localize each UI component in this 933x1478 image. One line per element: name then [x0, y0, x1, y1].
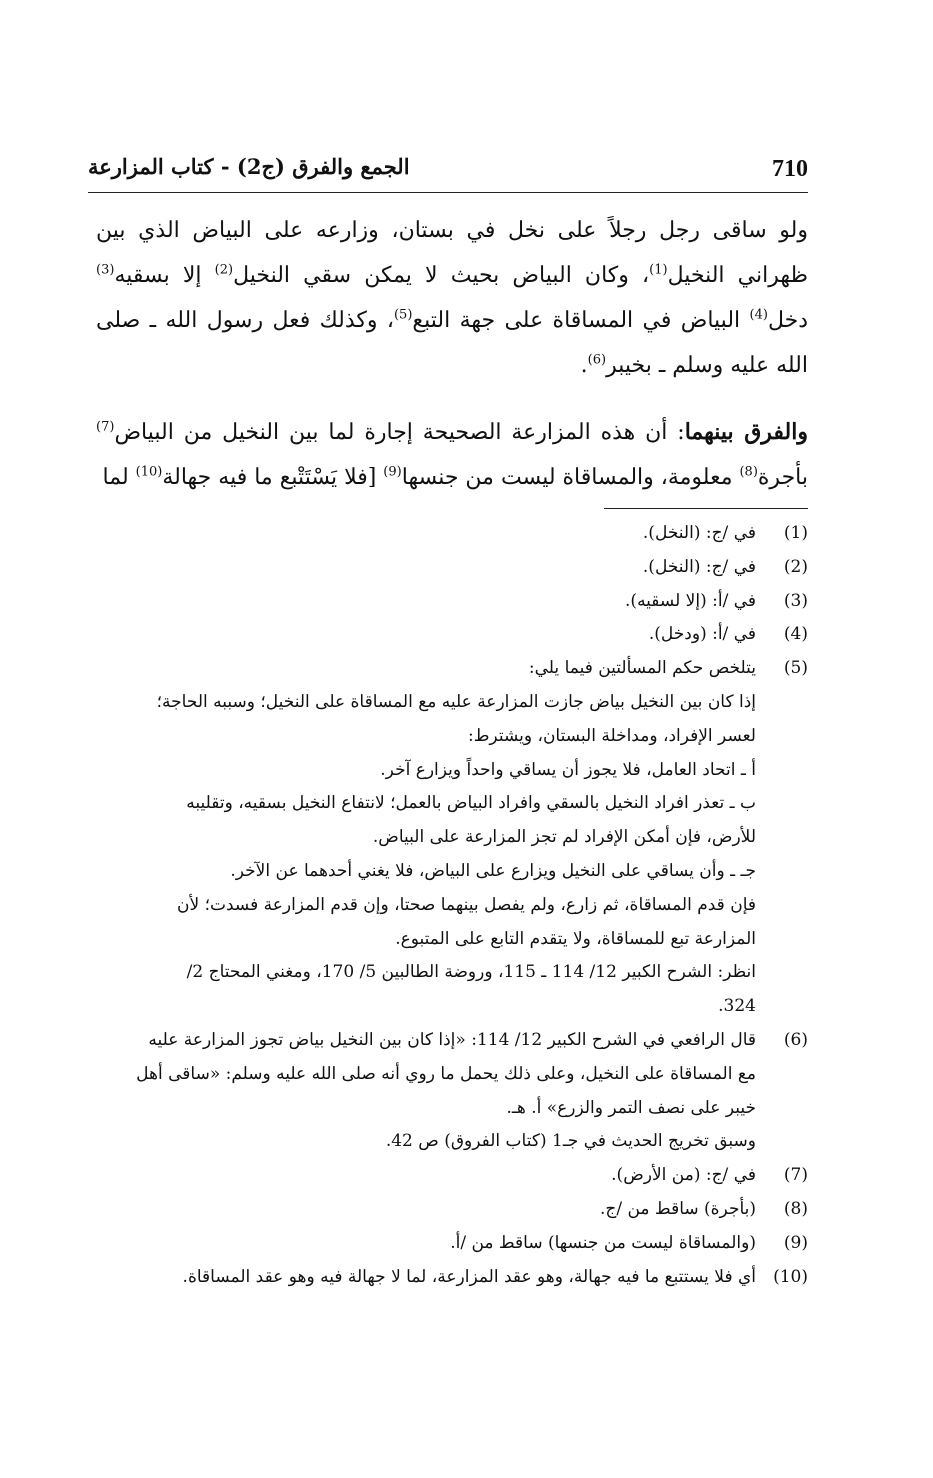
- footnote-line: جـ ـ وأن يساقي على النخيل ويزارع على البياض، فلا يغني أحدهما عن الآخر.: [230, 860, 756, 881]
- footnote-ref-2: (2): [214, 262, 234, 278]
- text-run: لما: [102, 465, 136, 490]
- footnote: [96, 1024, 808, 1159]
- footnote-line: للأرض، فإن أمكن الإفراد لم تجز المزارعة على البياض.: [372, 827, 756, 848]
- footnote-text: [96, 652, 756, 1024]
- paragraph-2: [96, 410, 808, 500]
- running-title: الجمع والفرق (ج2) - كتاب المزارعة: [88, 154, 410, 179]
- footnote-separator: [604, 508, 808, 509]
- footnote-line: في /ج: (من الأرض).: [611, 1165, 756, 1186]
- footnote-line: خيبر على نصف التمر والزرع» أ. هـ.: [506, 1097, 756, 1118]
- text-run: ، وكذلك فعل رسول الله ـ صلى الله عليه وسلم ـ بخيبر: [96, 308, 808, 378]
- footnote-line: فإن قدم المساقاة، ثم زارع، ولم يفصل بينهما صحتا، وإن قدم المزارعة فسدت؛ لأن: [177, 894, 756, 915]
- footnote-ref-1: (1): [649, 262, 668, 278]
- page-number: 710: [772, 156, 808, 182]
- footnote-ref-6: (6): [587, 352, 607, 368]
- footnote-line: في /أ: (إلا لسقيه).: [625, 590, 756, 611]
- text-run: ولو ساقى رجل رجلاً على نخل في بستان، وزارعه على البياض الذي بين ظهراني النخيل: [96, 218, 809, 288]
- footnote-ref-7: (7): [96, 419, 115, 435]
- footnote-number: (5): [783, 658, 808, 679]
- page-header: [88, 152, 808, 193]
- footnote-line: انظر: الشرح الكبير 12/ 114 ـ 115، وروضة الطالبين 5/ 170، ومغني المحتاج 2/: [186, 962, 756, 983]
- footnote-number: (1): [783, 523, 808, 543]
- footnote-ref-9: (9): [383, 464, 402, 480]
- footnote-text: [96, 618, 756, 652]
- footnote-line: وسبق تخريج الحديث في جـ1 (كتاب الفروق) ص 42.: [385, 1131, 756, 1152]
- footnote-number: (10): [773, 1266, 808, 1287]
- footnote-number: (3): [783, 590, 808, 611]
- text-run: إلا بسقيه: [114, 263, 215, 288]
- text-run: [فلا يَسْتَتْبع ما فيه جهالة: [162, 465, 384, 490]
- footnote-text: [96, 1227, 756, 1261]
- text-run: بأجرة: [757, 465, 808, 490]
- footnote-ref-4: (4): [749, 307, 768, 323]
- footnote: [96, 1193, 808, 1227]
- footnote-line: لعسر الإفراد، ومداخلة البستان، ويشترط:: [467, 725, 756, 746]
- footnote-text: [96, 1159, 756, 1193]
- footnote-line: في /أ: (ودخل).: [648, 624, 756, 645]
- footnote-line: 324.: [718, 996, 756, 1017]
- footnote-number: (4): [783, 624, 808, 645]
- footnote-number: (9): [783, 1232, 808, 1253]
- footnote-ref-5: (5): [393, 307, 413, 323]
- footnote-line: (بأجرة) ساقط من /ج.: [599, 1198, 756, 1219]
- footnote-line: أ ـ اتحاد العامل، فلا يجوز أن يساقي واحداً ويزارع آخر.: [380, 759, 756, 780]
- footnote: [96, 1227, 808, 1261]
- footnote-text: [96, 1261, 756, 1295]
- footnote-line: قال الرافعي في الشرح الكبير 12/ 114: «إذا كان بين النخيل بياض تجوز المزارعة عليه: [148, 1029, 756, 1050]
- text-run: دخل: [767, 308, 808, 333]
- text-run: البياض في المساقاة على جهة التبع: [412, 308, 750, 333]
- main-text: [96, 208, 808, 500]
- footnote-line: إذا كان بين النخيل بياض جازت المزارعة عليه مع المساقاة على النخيل؛ وسببه الحاجة؛: [156, 691, 756, 712]
- text-run: .: [580, 353, 588, 378]
- footnote-line: يتلخص حكم المسألتين فيما يلي:: [528, 658, 756, 679]
- footnote-line: المزارعة تبع للمساقاة، ولا يتقدم التابع على المتبوع.: [395, 928, 756, 949]
- footnote-line: في /ج: (النخل).: [642, 523, 756, 543]
- footnote-line: أي فلا يستتبع ما فيه جهالة، وهو عقد المزارعة، لما لا جهالة فيه وهو عقد المساقاة.: [182, 1266, 756, 1287]
- footnote-line: في /ج: (النخل).: [642, 556, 756, 577]
- footnote-text: [96, 517, 756, 551]
- footnote-number: (7): [783, 1165, 808, 1186]
- footnote-text: [96, 585, 756, 619]
- footnote: [96, 551, 808, 585]
- footnote-text: [96, 551, 756, 585]
- footnote-ref-3: (3): [96, 262, 115, 278]
- footnote-line: ب ـ تعذر افراد النخيل بالسقي وافراد البياض بالعمل؛ لانتفاع النخيل بسقيه، وتقليبه: [186, 793, 756, 814]
- footnote: [96, 618, 808, 652]
- text-run: ، وكان البياض بحيث لا يمكن سقي النخيل: [233, 263, 650, 288]
- text-run: معلومة، والمساقاة ليست من جنسها: [401, 465, 740, 490]
- text-run: : أن هذه المزارعة الصحيحة إجارة لما بين النخيل من البياض: [114, 420, 685, 445]
- footnotes-section: [96, 517, 808, 1294]
- footnote-ref-8: (8): [739, 464, 758, 480]
- footnote: [96, 652, 808, 1024]
- footnote-line: مع المساقاة على النخيل، وعلى ذلك يحمل ما روي أنه صلى الله عليه وسلم: «ساقى أهل: [136, 1063, 756, 1084]
- footnote: [96, 1261, 808, 1295]
- footnote-line: (والمساقاة ليست من جنسها) ساقط من /أ.: [450, 1232, 756, 1253]
- footnote-text: [96, 1193, 756, 1227]
- paragraph-lead: والفرق بينهما: [684, 419, 808, 445]
- footnote-number: (2): [783, 556, 808, 577]
- paragraph-1: [96, 208, 808, 388]
- footnote: [96, 517, 808, 551]
- footnote-number: (6): [783, 1029, 808, 1050]
- footnote: [96, 1159, 808, 1193]
- footnote-text: [96, 1024, 756, 1159]
- footnote-ref-10: (10): [135, 464, 163, 480]
- footnote-number: (8): [783, 1198, 808, 1219]
- footnote: [96, 585, 808, 619]
